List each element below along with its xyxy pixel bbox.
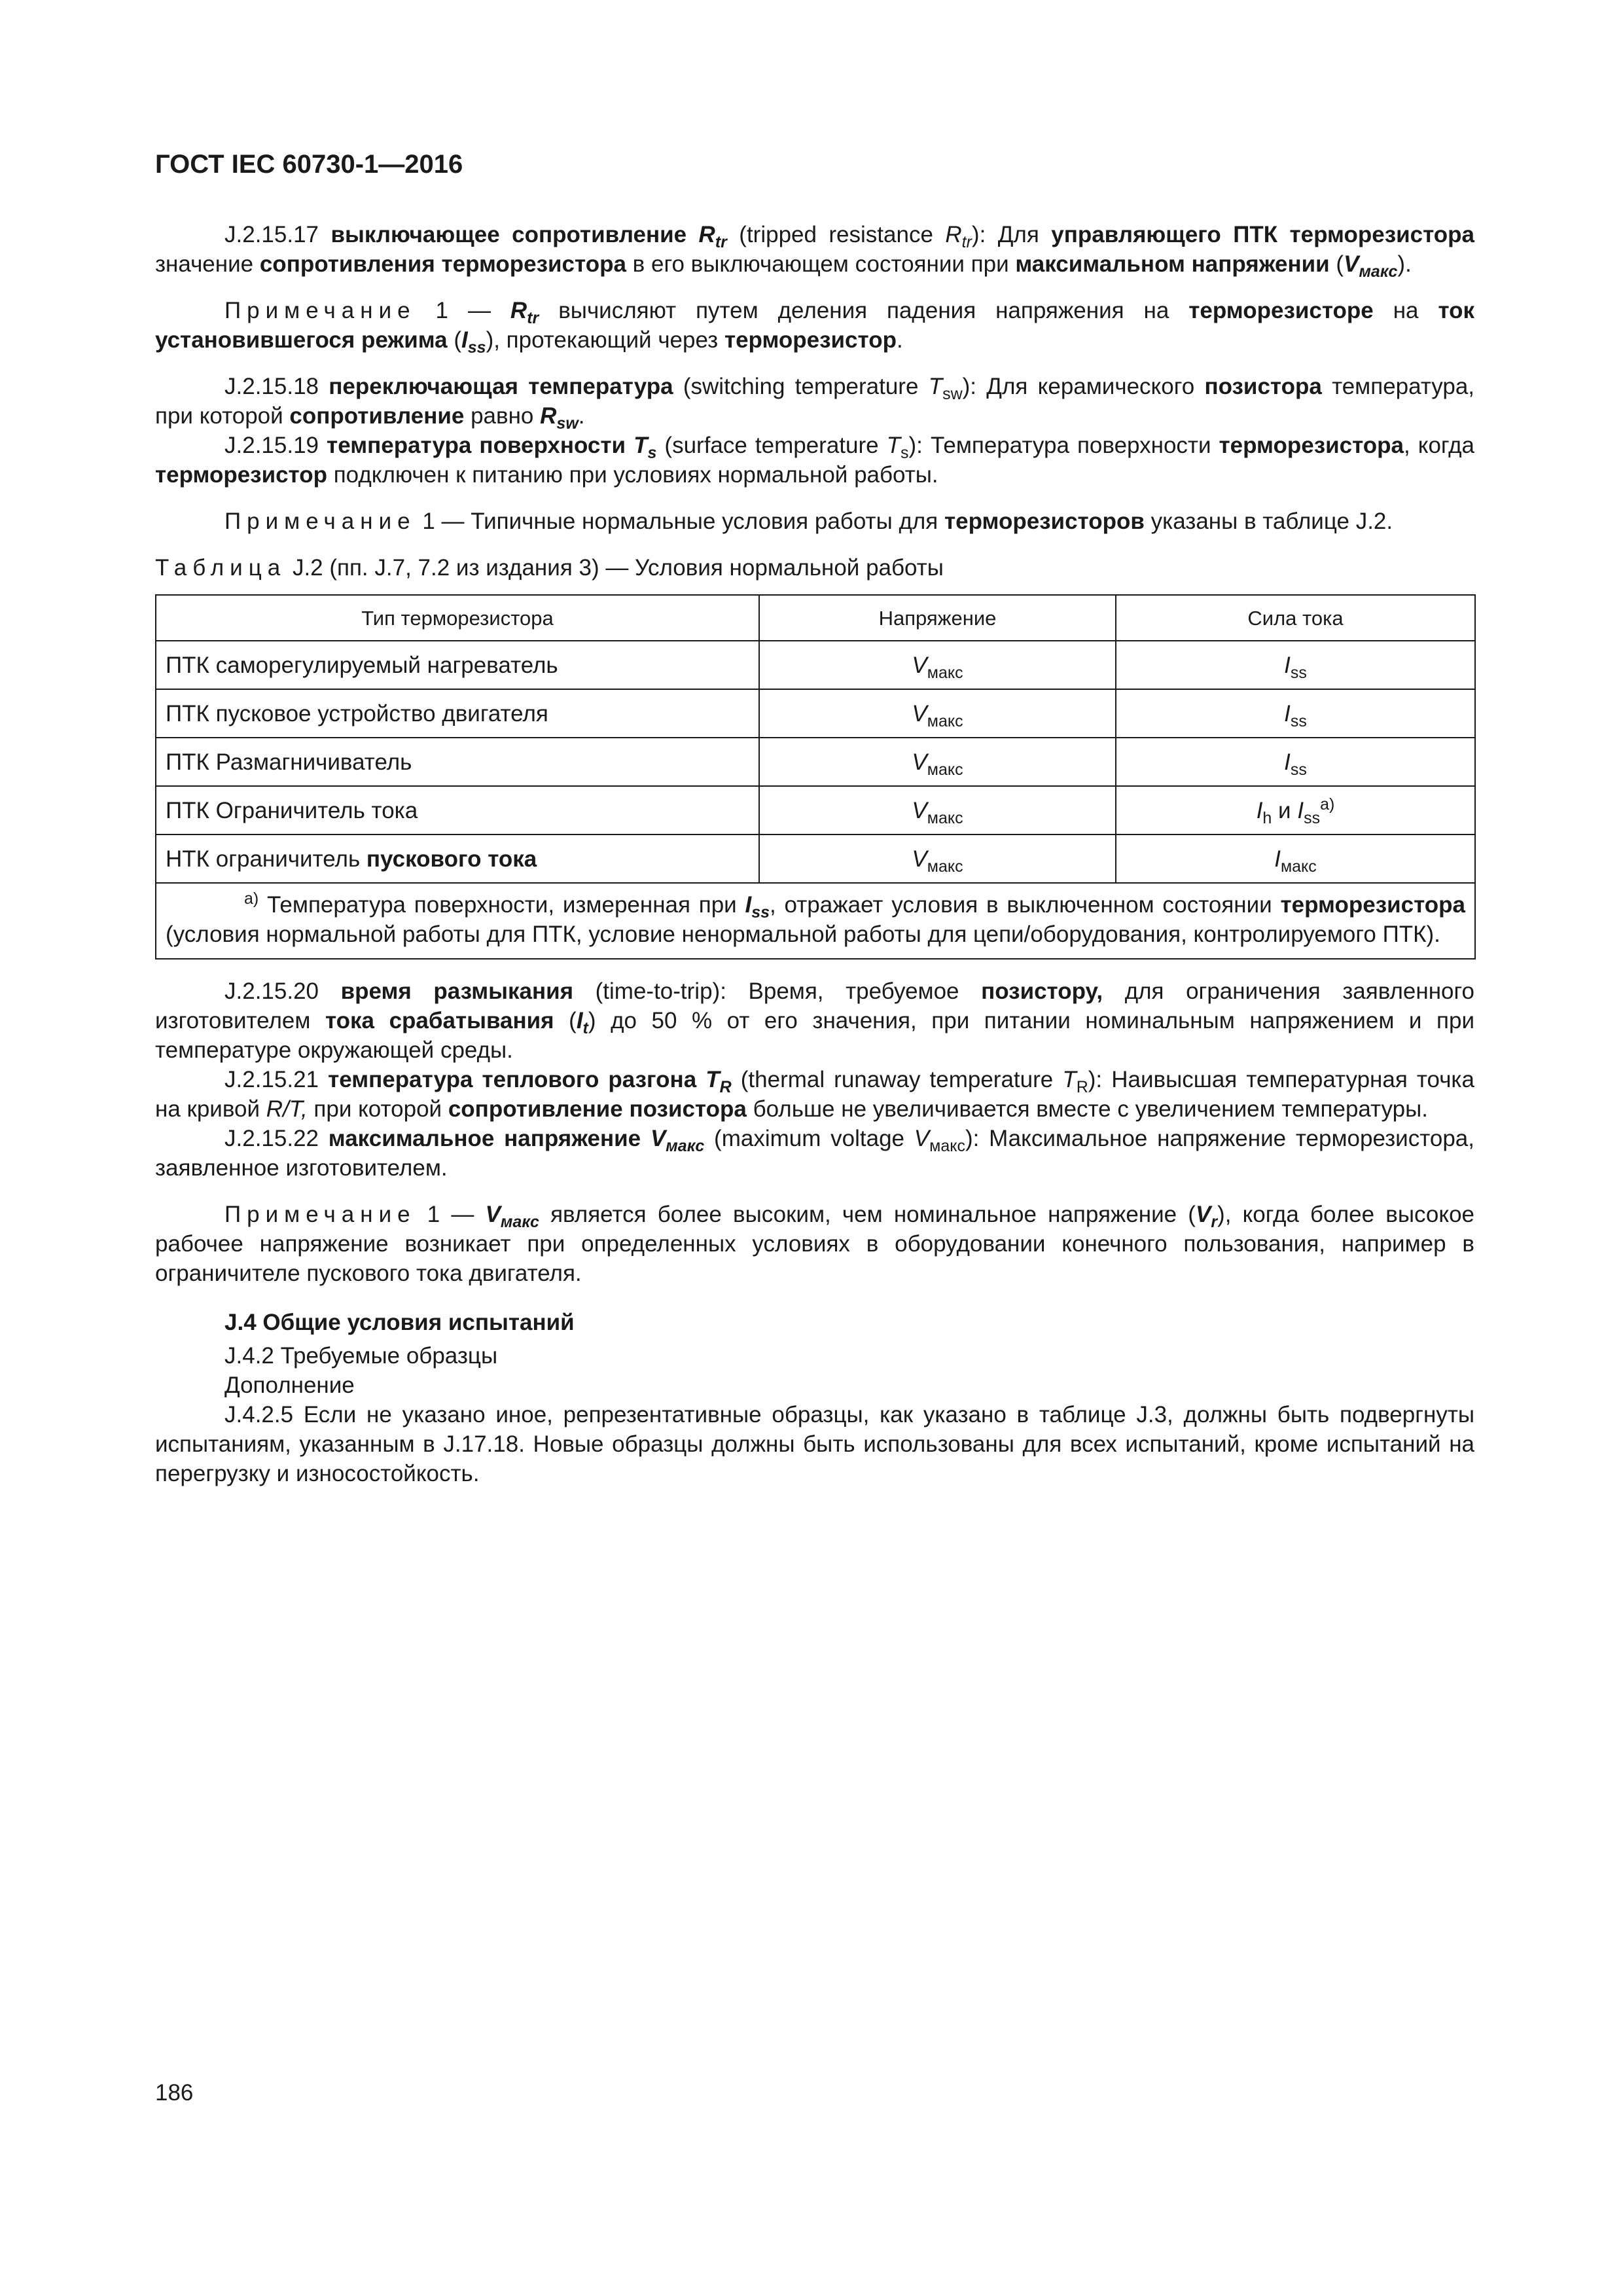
term: время размыкания <box>340 978 574 1004</box>
text: ( <box>554 1008 577 1033</box>
column-header-voltage: Напряжение <box>759 595 1116 641</box>
symbol: $R_{tr}$ <box>698 222 727 251</box>
cell-voltage: $V_{макс}$ <box>759 738 1116 786</box>
cell-type: НТК ограничитель пускового тока <box>156 834 759 883</box>
definition-j-2-15-18 <box>155 372 1474 431</box>
bold-text: ток установившегося режима <box>155 298 1475 353</box>
document-body <box>155 220 1474 1488</box>
bold-text: терморезисторов <box>944 509 1145 534</box>
definition-j-2-15-21 <box>155 1065 1474 1124</box>
footnote-marker: а) <box>244 889 259 908</box>
text: . <box>896 327 903 353</box>
cell-type: ПТК саморегулируемый нагреватель <box>156 641 759 689</box>
clause-number: J.2.15.18 <box>224 374 329 399</box>
symbol: $V_{макс}$ <box>650 1126 705 1155</box>
clause-number: J.2.15.20 <box>224 978 341 1004</box>
symbol-italic: T <box>1062 1067 1077 1092</box>
symbol: $I_t$ <box>576 1008 588 1037</box>
table-row <box>156 689 1475 738</box>
bold-text: максимальном напряжении <box>1015 251 1330 277</box>
note-vmax <box>155 1200 1474 1288</box>
text: ), протекающий через <box>486 327 724 353</box>
text: подключен к питанию при условиях нормальной работы. <box>327 462 938 488</box>
symbol-italic: R <box>945 222 962 247</box>
definition-j-2-15-19 <box>155 431 1474 490</box>
english-term: (surface temperature <box>656 433 887 458</box>
text: ): Для <box>971 222 1052 247</box>
bold-text: позистора <box>1204 374 1322 399</box>
cell-type: ПТК Ограничитель тока <box>156 786 759 834</box>
note-label: Примечание <box>224 1202 416 1227</box>
table-header-row <box>156 595 1475 641</box>
text: температура, при которой <box>155 374 1475 429</box>
table-row <box>156 738 1475 786</box>
cell-voltage: $V_{макс}$ <box>759 689 1116 738</box>
text: ): Для керамического <box>962 374 1205 399</box>
symbol-subscript: макс <box>929 1137 965 1155</box>
clause-number: J.2.15.19 <box>224 433 327 458</box>
text: указаны в таблице J.2. <box>1144 509 1393 534</box>
table-caption-text: J.2 (пп. J.7, 7.2 из издания 3) — Условия нормальной работы <box>286 555 944 581</box>
table-row <box>156 641 1475 689</box>
english-term: (tripped resistance <box>726 222 946 247</box>
table-row <box>156 786 1475 834</box>
bold-text: тока срабатывания <box>325 1008 554 1033</box>
cell-current: $I_h$ и $I_{ss}^{a)}$ <box>1116 786 1475 834</box>
symbol-italic: T <box>886 433 901 458</box>
table-footnote: $^{а)}$ Температура поверхности, измеренная при $I_{ss}$, отражает условия в выключенном состоянии терморезистора (условия нормальной работы для ПТК, условие ненормальной работы для цепи/оборудования, контролируемого ПТК). <box>156 883 1475 959</box>
bold-text: терморезистора <box>1219 433 1404 458</box>
symbol-italic: V <box>914 1126 930 1151</box>
english-term: (thermal runaway temperature <box>731 1067 1063 1092</box>
symbol-subscript: sw <box>942 385 963 403</box>
bold-text: сопротивление позистора <box>448 1096 747 1122</box>
text: , когда <box>1404 433 1475 458</box>
text: значение <box>155 251 260 277</box>
symbol: $T_R$ <box>705 1067 732 1096</box>
note-label: Примечание <box>224 509 416 534</box>
column-header-current: Сила тока <box>1116 595 1475 641</box>
clause-number: J.2.15.21 <box>224 1067 329 1092</box>
symbol: $I_{ss}$ <box>461 327 486 357</box>
cell-voltage: $V_{макс}$ <box>759 834 1116 883</box>
text: ) до 50 % от его значения, при питании номинальным напряжением и при температуре окружающей среды. <box>155 1008 1474 1063</box>
table-footnote-row <box>156 883 1475 959</box>
text: при которой <box>307 1096 448 1122</box>
bold-text: терморезистор <box>155 462 327 488</box>
rt-curve: R/T, <box>266 1096 308 1122</box>
text: ): Максимальное напряжение терморезистора, заявленное изготовителем. <box>155 1126 1474 1181</box>
subsection-heading: J.4.2 Требуемые образцы <box>224 1343 498 1369</box>
footnote-marker: a) <box>1320 795 1335 814</box>
symbol: $T_s$ <box>633 433 657 462</box>
symbol: $R_{tr}$ <box>510 298 539 327</box>
text: ): Температура поверхности <box>908 433 1219 458</box>
cell-type: ПТК Размагничиватель <box>156 738 759 786</box>
table-caption-label: Таблица <box>155 555 287 581</box>
symbol-subscript: R <box>1076 1078 1088 1096</box>
cell-voltage: $V_{макс}$ <box>759 641 1116 689</box>
text: ), когда более высокое рабочее напряжение возникает при определенных условиях в оборудовании конечного пользования, например в ограничителе пускового тока двигателя. <box>155 1202 1475 1286</box>
definition-j-2-15-22 <box>155 1124 1474 1183</box>
text: вычисляют путем деления падения напряжения на <box>539 298 1189 323</box>
text: больше не увеличивается вместе с увеличением температуры. <box>746 1096 1429 1122</box>
term: максимальное напряжение <box>328 1126 641 1151</box>
english-term: (maximum voltage <box>704 1126 914 1151</box>
bold-text: позистору, <box>981 978 1103 1004</box>
cell-type: ПТК пусковое устройство двигателя <box>156 689 759 738</box>
cell-voltage: $V_{макс}$ <box>759 786 1116 834</box>
definition-j-2-15-17 <box>155 220 1474 279</box>
conditions-table <box>155 594 1476 960</box>
section-heading: J.4 Общие условия испытаний <box>224 1310 575 1335</box>
english-term: (switching temperature <box>673 374 929 399</box>
definition-j-2-15-20 <box>155 977 1474 1065</box>
term: переключающая температура <box>329 374 673 399</box>
text: равно <box>464 403 541 429</box>
symbol: $V_{макс}$ <box>485 1202 539 1231</box>
bold-text: сопротивление <box>289 403 465 429</box>
note-label: Примечание <box>224 298 416 323</box>
symbol: $V_{макс}$ <box>1344 251 1398 281</box>
table-caption <box>155 553 1474 583</box>
table-row <box>156 834 1475 883</box>
text: (time-to-trip): Время, требуемое <box>573 978 982 1004</box>
supplement-label: Дополнение <box>224 1372 355 1398</box>
symbol: $R_{sw}$ <box>540 403 579 433</box>
clause-number: J.2.15.22 <box>224 1126 329 1151</box>
page-number: 186 <box>155 2080 194 2106</box>
bold-text: управляющего ПТК терморезистора <box>1051 222 1474 247</box>
text: ( <box>1329 251 1344 277</box>
symbol-subscript: tr <box>961 233 972 251</box>
text: ( <box>447 327 462 353</box>
cell-current: $I_{ss}$ <box>1116 641 1475 689</box>
document-header: ГОСТ IEC 60730-1—2016 <box>155 150 463 179</box>
bold-text: терморезистор <box>724 327 897 353</box>
text: ). <box>1397 251 1412 277</box>
text: 1 — Типичные нормальные условия работы для <box>416 509 944 534</box>
clause-number: J.2.15.17 <box>224 222 331 247</box>
term: температура поверхности <box>327 433 626 458</box>
cell-current: $I_{ss}$ <box>1116 738 1475 786</box>
note-typical-conditions <box>155 507 1474 536</box>
text: является более высоким, чем номинальное напряжение ( <box>539 1202 1196 1227</box>
term: температура теплового разгона <box>328 1067 697 1092</box>
bold-text: терморезисторе <box>1188 298 1374 323</box>
cell-current: $I_{ss}$ <box>1116 689 1475 738</box>
symbol-italic: T <box>928 374 943 399</box>
note-rtr <box>155 296 1474 355</box>
column-header-type: Тип терморезистора <box>156 595 759 641</box>
clause-j-4-2-5: J.4.2.5 Если не указано иное, репрезентативные образцы, как указано в таблице J.3, должны быть подвергнуты испытаниям, указанным в J.17.18. Новые образцы должны быть использованы для всех испытаний, кроме испытаний на перегрузку и износостойкость. <box>155 1402 1474 1486</box>
cell-current: $I_{макс}$ <box>1116 834 1475 883</box>
term: выключающее сопротивление <box>330 222 687 247</box>
text: 1 — <box>416 298 510 323</box>
text: ): Наивысшая температурная точка на кривой <box>155 1067 1474 1122</box>
symbol-subscript: s <box>901 444 909 462</box>
bold-text: сопротивления терморезистора <box>259 251 626 277</box>
text: для ограничения заявленного изготовителем <box>155 978 1474 1033</box>
text: в его выключающем состоянии при <box>626 251 1016 277</box>
text: на <box>1373 298 1438 323</box>
text: 1 — <box>416 1202 486 1227</box>
text: . <box>578 403 585 429</box>
symbol: $V_r$ <box>1195 1202 1218 1231</box>
